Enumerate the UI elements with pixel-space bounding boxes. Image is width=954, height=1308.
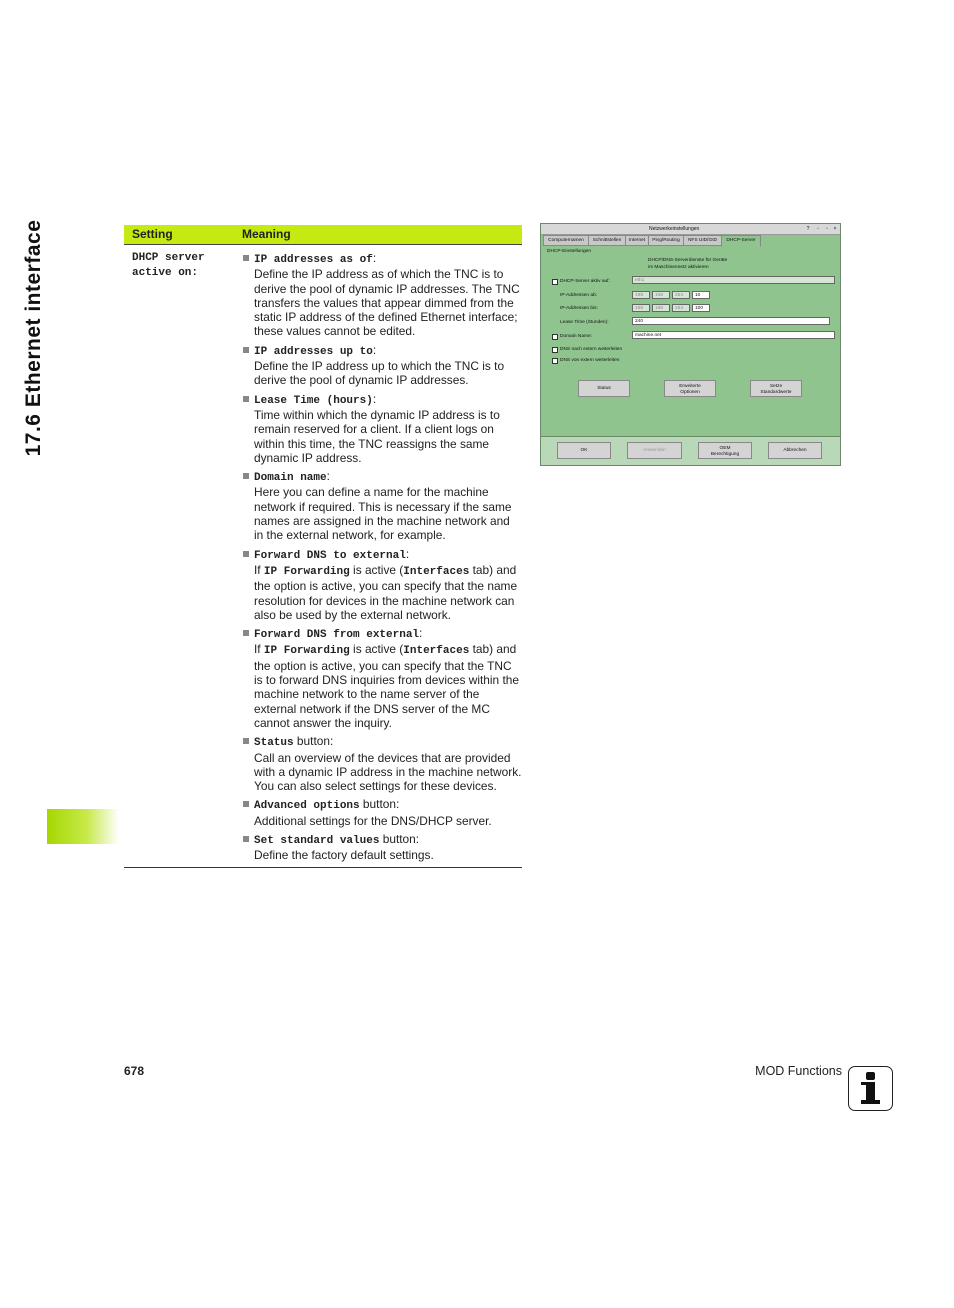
bullet-icon bbox=[243, 551, 249, 557]
dns-to-external-label: DNS nach extern weiterleiten bbox=[560, 347, 623, 352]
list-item: Domain name: Here you can define a name for the machine network if required. This is necessary if the same names are assigned in the machine network and in the external network, for example. bbox=[242, 469, 522, 542]
ip-to-octet-1: 198 bbox=[632, 304, 650, 312]
domain-checkbox[interactable] bbox=[552, 334, 558, 340]
item-body: Time within which the dynamic IP address is to remain reserved for a client. If a client logs on within this time, the TNC reassigns the same dynamic IP address. bbox=[254, 407, 500, 465]
close-icon[interactable]: × bbox=[833, 226, 837, 232]
ip-from-octet-4[interactable]: 10 bbox=[692, 291, 710, 299]
setting-name: DHCP server active on: bbox=[132, 252, 205, 279]
info-line-1: DHCP/DNS-Serverdienste für Geräte bbox=[648, 258, 728, 263]
item-key: Forward DNS from external bbox=[254, 629, 420, 642]
meaning-cell bbox=[242, 245, 522, 863]
item-key: IP addresses as of bbox=[254, 254, 373, 266]
cancel-button[interactable]: Abbrechen bbox=[768, 442, 822, 459]
maximize-icon[interactable]: ▫ bbox=[826, 226, 828, 232]
dns-to-external-checkbox[interactable] bbox=[552, 347, 558, 353]
bullet-icon bbox=[243, 801, 249, 807]
item-key: Set standard values bbox=[254, 834, 380, 847]
set-defaults-button[interactable]: Setze Standardwerte bbox=[750, 380, 802, 397]
info-icon bbox=[848, 1066, 893, 1111]
dns-from-external-label: DNS von extern weiterleiten bbox=[560, 358, 620, 363]
ok-button[interactable]: OK bbox=[557, 442, 611, 459]
tab-dhcp-server[interactable]: DHCP-Server bbox=[721, 235, 761, 247]
table-row bbox=[124, 245, 522, 863]
dialog-button-bar bbox=[541, 436, 840, 466]
bullet-icon bbox=[243, 473, 249, 479]
dhcp-active-checkbox[interactable] bbox=[552, 279, 558, 285]
item-body: Additional settings for the DNS/DHCP server. bbox=[254, 813, 492, 828]
column-header-meaning: Meaning bbox=[242, 227, 291, 241]
item-key: Forward DNS to external bbox=[254, 549, 406, 562]
item-key: Status bbox=[254, 737, 294, 750]
help-icon[interactable]: ? bbox=[806, 226, 810, 232]
list-item: Forward DNS to external: If IP Forwarding is active (Interfaces tab) and the option is active, you can specify that the name resolution for devices in the machine network can also be used by the external network. bbox=[242, 547, 522, 622]
ip-from-octet-2: 168 bbox=[652, 291, 670, 299]
item-body: Here you can define a name for the machine network if required. This is necessary if the same names are assigned in the machine network and in the external network, for example. bbox=[254, 485, 512, 543]
dns-from-external-checkbox[interactable] bbox=[552, 358, 558, 364]
tab-ping-routing[interactable]: Ping/Routing bbox=[648, 235, 684, 246]
bullet-icon bbox=[243, 347, 249, 353]
lease-label: Lease Time (Stunden): bbox=[560, 320, 609, 325]
bullet-icon bbox=[243, 630, 249, 636]
bullet-icon bbox=[243, 836, 249, 842]
window-title: Netzwerkeinstellungen bbox=[649, 226, 700, 232]
table-header bbox=[124, 225, 522, 245]
lease-time-input[interactable]: 240 bbox=[632, 317, 830, 325]
ip-from-octet-3: 254 bbox=[672, 291, 690, 299]
column-header-setting: Setting bbox=[132, 227, 173, 241]
bullet-icon bbox=[243, 255, 249, 261]
list-item: Set standard values button: Define the factory default settings. bbox=[242, 832, 522, 863]
tab-internet[interactable]: Internet bbox=[625, 235, 649, 246]
domain-label: Domain Name: bbox=[560, 334, 592, 339]
dhcp-interface-select[interactable]: eth1 bbox=[632, 276, 835, 284]
item-key: Domain name bbox=[254, 472, 327, 485]
bullet-icon bbox=[243, 396, 249, 402]
ip-to-label: IP-Addressen bis: bbox=[560, 306, 598, 311]
bullet-icon bbox=[243, 738, 249, 744]
chapter-side-title: 17.6 Ethernet interface bbox=[22, 219, 45, 457]
list-item: IP addresses up to: Define the IP address up to which the TNC is to derive the pool of dynamic IP addresses. bbox=[242, 343, 522, 388]
chapter-tab-marker bbox=[47, 809, 119, 844]
ip-to-octet-2: 168 bbox=[652, 304, 670, 312]
settings-table bbox=[124, 225, 522, 868]
ip-to-octet-3: 254 bbox=[672, 304, 690, 312]
table-bottom-rule bbox=[124, 867, 522, 868]
ip-to-octet-4[interactable]: 100 bbox=[692, 304, 710, 312]
item-body: Define the IP address up to which the TNC is to derive the pool of dynamic IP addresses. bbox=[254, 359, 505, 388]
dhcp-active-label: DHCP-Server aktiv auf: bbox=[560, 279, 610, 284]
ip-from-label: IP-Addressen ab: bbox=[560, 293, 598, 298]
minimize-icon[interactable]: ▫ bbox=[817, 226, 819, 232]
item-body: Define the factory default settings. bbox=[254, 848, 434, 863]
page-number: 678 bbox=[124, 1064, 145, 1078]
oem-permission-button[interactable]: OEM Berechtigung bbox=[698, 442, 752, 459]
advanced-options-button[interactable]: Erweiterte Optionen bbox=[664, 380, 716, 397]
network-settings-screenshot bbox=[540, 223, 841, 466]
item-key: Advanced options bbox=[254, 800, 360, 813]
tab-computernamen[interactable]: Computernamen bbox=[543, 235, 589, 246]
list-item: Advanced options button: Additional settings for the DNS/DHCP server. bbox=[242, 797, 522, 828]
list-item: Status button: Call an overview of the devices that are provided with a dynamic IP address in the machine network. You can also select settings for these devices. bbox=[242, 734, 522, 793]
window-titlebar bbox=[541, 224, 840, 235]
list-item: IP addresses as of: Define the IP address as of which the TNC is to derive the pool of dynamic IP addresses. The TNC transfers the values that appear dimmed from the static IP address of the defined Ethernet interface; these values cannot be edited. bbox=[242, 251, 522, 339]
item-body: Call an overview of the devices that are provided with a dynamic IP address in the machine network. You can also select settings for these devices. bbox=[254, 750, 522, 794]
group-title: DHCP-Einstellungen bbox=[547, 249, 591, 254]
chapter-name: MOD Functions bbox=[755, 1064, 842, 1078]
list-item: Forward DNS from external: If IP Forwarding is active (Interfaces tab) and the option is active, you can specify that the TNC is to forward DNS inquiries from devices within the machine network to the name server of the external network if the DNS server of the MC cannot answer the inquiry. bbox=[242, 626, 522, 730]
status-button[interactable]: Status bbox=[578, 380, 630, 397]
apply-button: Anwenden bbox=[627, 442, 682, 459]
tab-schnittstellen[interactable]: Schnittstellen bbox=[588, 235, 626, 246]
tab-nfs-uid-gid[interactable]: NFS UID/GID bbox=[683, 235, 722, 246]
ip-from-octet-1: 198 bbox=[632, 291, 650, 299]
item-key: IP addresses up to bbox=[254, 345, 373, 358]
item-body: Define the IP address as of which the TNC is to derive the pool of dynamic IP addresses. The TNC transfers the values that appear dimmed from the static IP address of the defined Ethernet interface; these values cannot be edited. bbox=[254, 267, 520, 339]
info-line-2: im Maschinennetz aktivieren bbox=[648, 265, 709, 270]
item-key: Lease Time (hours) bbox=[254, 394, 373, 407]
list-item: Lease Time (hours): Time within which the dynamic IP address is to remain reserved for a client. If a client logs on within this time, the TNC reassigns the same dynamic IP address. bbox=[242, 392, 522, 465]
domain-name-input[interactable]: machine.net bbox=[632, 331, 835, 339]
